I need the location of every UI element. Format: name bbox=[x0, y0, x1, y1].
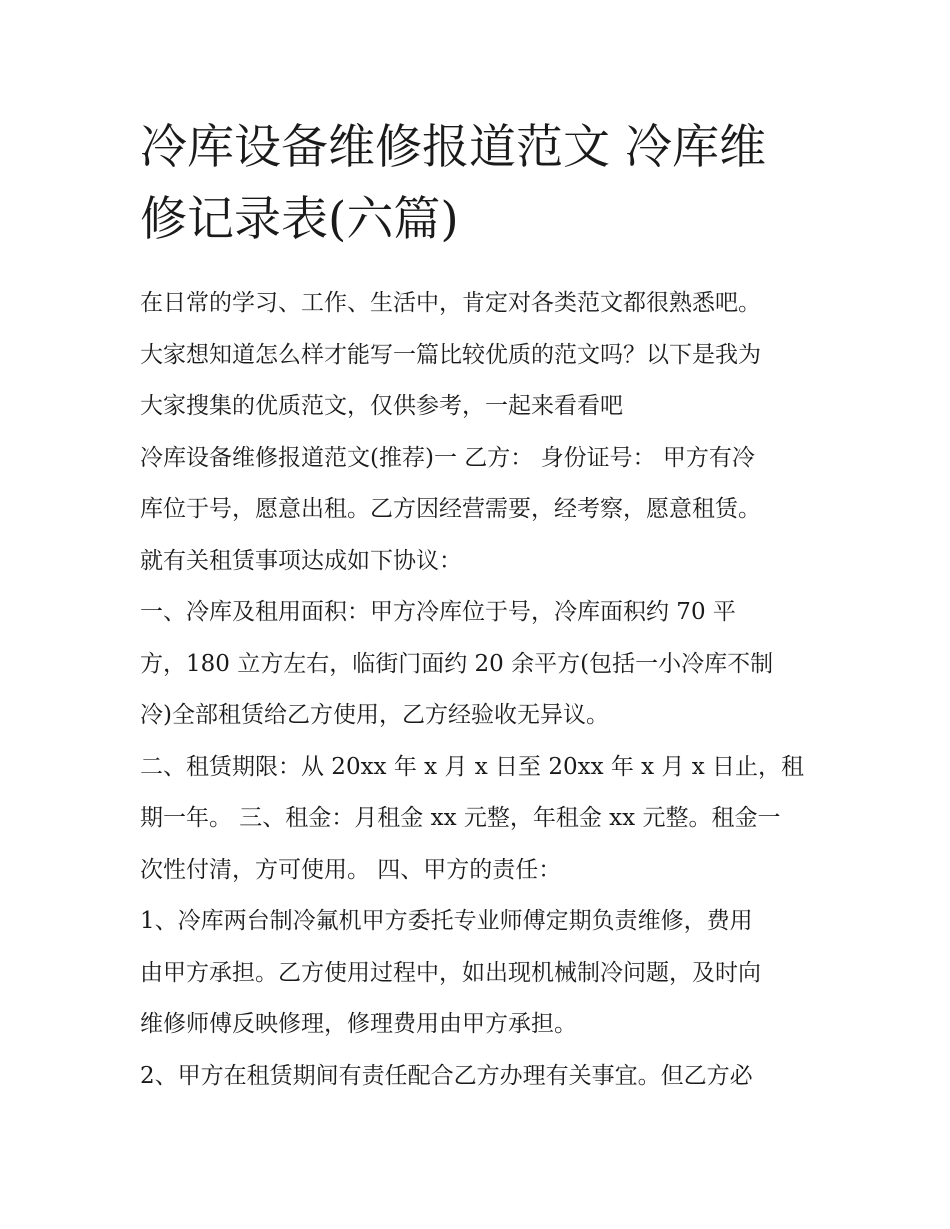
text-line: 冷库设备维修报道范文(推荐)一 乙方： 身份证号： 甲方有冷 bbox=[140, 444, 755, 471]
text-line: 次性付清，方可使用。 四、甲方的责任： bbox=[140, 856, 562, 883]
text-line: 维修师傅反映修理，修理费用由甲方承担。 bbox=[140, 1011, 577, 1037]
title-line: 修记录表(六篇) bbox=[140, 192, 459, 247]
text-line: 由甲方承担。乙方使用过程中，如出现机械制冷问题，及时向 bbox=[140, 959, 761, 986]
text-line: 库位于号，愿意出租。乙方因经营需要，经考察，愿意租赁。 bbox=[140, 496, 761, 522]
text-line: 大家搜集的优质范文，仅供参考，一起来看看吧 bbox=[140, 393, 623, 419]
document-title bbox=[140, 112, 840, 256]
text-line: 2、甲方在租赁期间有责任配合乙方办理有关事宜。但乙方必 bbox=[140, 1062, 753, 1089]
text-line: 大家想知道怎么样才能写一篇比较优质的范文吗？以下是我为 bbox=[140, 341, 761, 368]
text-line: 在日常的学习、工作、生活中，肯定对各类范文都很熟悉吧。 bbox=[140, 290, 761, 316]
text-line: 就有关租赁事项达成如下协议： bbox=[140, 547, 462, 574]
title-line: 冷库设备维修报道范文 冷库维 bbox=[140, 120, 766, 175]
document-body bbox=[140, 278, 830, 1102]
text-line: 方，180 立方左右，临街门面约 20 余平方(包括一小冷库不制 bbox=[140, 650, 774, 677]
text-line: 一、冷库及租用面积：甲方冷库位于号，冷库面积约 70 平 bbox=[140, 599, 736, 625]
text-line: 二、租赁期限：从 20xx 年 x 月 x 日至 20xx 年 x 月 x 日止，租 bbox=[140, 753, 805, 780]
text-line: 期一年。 三、租金：月租金 xx 元整，年租金 xx 元整。租金一 bbox=[140, 805, 781, 831]
text-line: 1、冷库两台制冷氟机甲方委托专业师傅定期负责维修，费用 bbox=[140, 908, 753, 934]
text-line: 冷)全部租赁给乙方使用，乙方经验收无异议。 bbox=[140, 702, 609, 728]
